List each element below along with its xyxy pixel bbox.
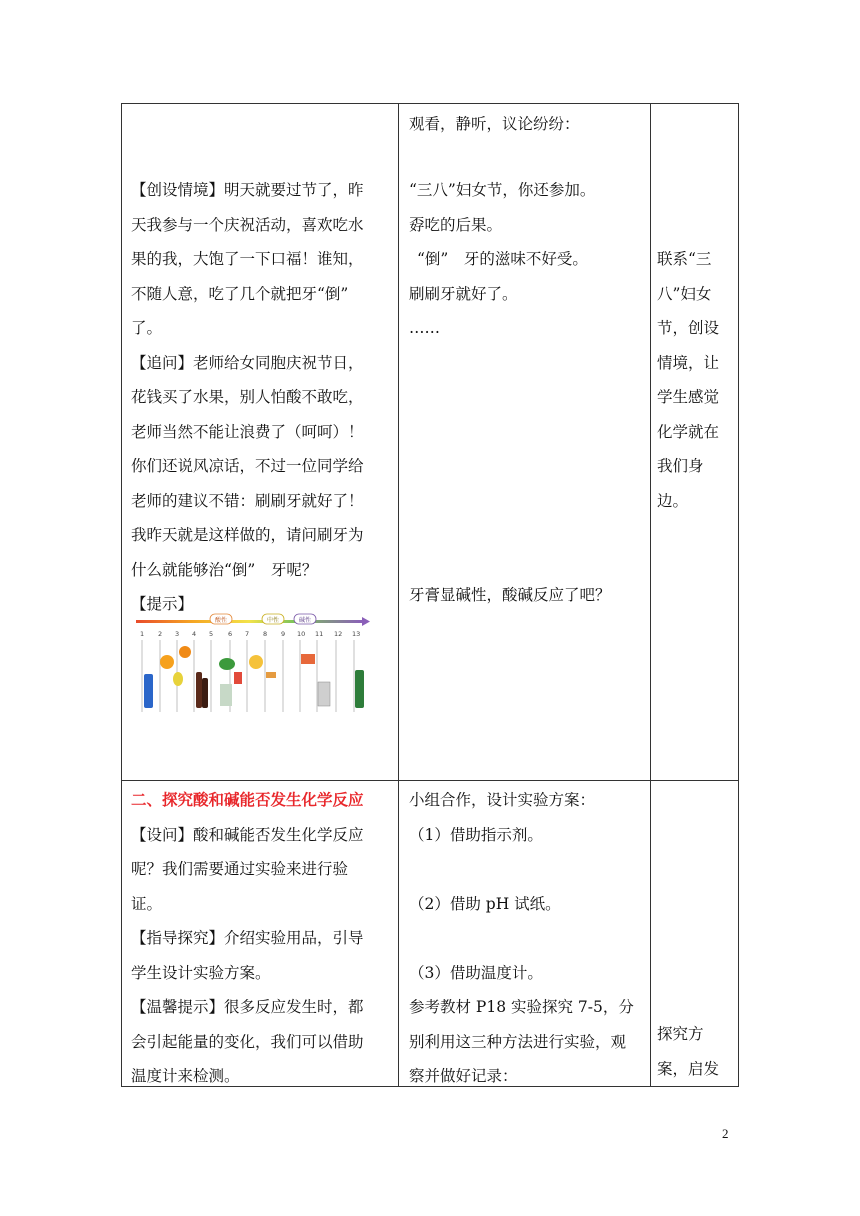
bread-picture [266,672,276,678]
section-heading: 二、探究酸和碱能否发生化学反应 [131,790,364,809]
text-line: 刷刷牙就好了。 [409,284,518,303]
row1-design-intent [657,242,737,518]
text-line: 不随人意，吃了几个就把牙“倒” [131,284,349,303]
text-line: 我们身 [657,457,704,475]
text-line: 牙膏显碱性，酸碱反应了吧？ [409,586,611,604]
text-line: 呢？我们需要通过实验来进行验 [131,860,349,878]
text-line: 花钱买了水果，别人怕酸不敢吃， [131,388,364,406]
row1-teacher-activity [131,173,393,622]
row2-design-intent [657,1017,737,1086]
ph-number: 4 [192,630,197,638]
text-line: 学生设计实验方案。 [131,963,271,982]
ph-numbers [140,630,360,638]
row1-student-responses [409,173,645,346]
row1-student-conclusion [409,578,645,613]
tip-tag: 【温馨提示】 [131,998,225,1016]
page-number: 2 [722,1126,729,1141]
ph-label-neutral-text: 中性 [266,617,280,624]
ph-number: 10 [297,630,306,638]
tomato-picture [234,672,242,684]
row1-student-activity [409,107,645,142]
text-line: 老师给女同胞庆祝节日， [193,353,364,372]
column-divider [398,104,399,1086]
scenario-tag: 【创设情境】 [131,181,225,199]
text-line: 孬吃的后果。 [409,215,503,234]
row-divider [122,780,738,781]
orange-picture [179,646,191,658]
ph-number: 9 [281,630,286,638]
text-line: 证。 [131,894,163,913]
ph-scale-figure [134,612,370,716]
text-line: 别利用这三种方法进行实验，观 [409,1032,627,1051]
bottle-picture [144,674,153,708]
text-line: 老师的建议不错：刷刷牙就好了！ [131,491,364,510]
text-line: 我昨天就是这样做的，请问刷牙为 [131,526,364,544]
blank-line [409,852,645,887]
ph-number: 6 [228,630,233,638]
text-line: “三八”妇女节，你还参加。 [409,181,596,199]
blank-line [409,921,645,956]
text-line: 老师当然不能让浪费了（呵呵）！ [131,422,364,441]
text-line: 学生感觉 [657,388,720,406]
ph-label-acid-text: 酸性 [214,617,228,624]
text-line: “倒” 牙的滋味不好受。 [417,250,588,268]
text-line: （1）借助指示剂。 [409,825,543,844]
text-line: 酸和碱能否发生化学反应 [193,825,364,844]
guide-tag: 【指导探究】 [131,929,225,947]
lesson-table [121,103,739,1087]
text-line: 参考教材 P18 实验探究 7-5，分 [409,998,634,1016]
text-line: 小组合作，设计实验方案： [409,791,596,809]
text-line: 探究方 [657,1025,704,1043]
cleaner-bottle-picture [355,670,364,708]
text-line: 察并做好记录： [409,1067,518,1085]
tip-paragraph [131,990,393,1025]
text-line: 会引起能量的变化，我们可以借助 [131,1032,364,1051]
text-line: 果的我，大饱了一下口福！谁知， [131,250,364,268]
ph-number: 2 [158,630,163,638]
guide-paragraph [131,921,393,956]
ph-number: 12 [334,630,343,638]
text-line: 天我参与一个庆祝活动，喜欢吃水 [131,215,364,234]
ph-arrow-head [362,617,370,626]
text-line: 化学就在 [657,422,720,441]
row2-teacher-activity [131,783,393,1094]
text-line: 案，启发 [657,1059,720,1078]
column-divider [650,104,651,1086]
text-line: 边。 [657,491,689,510]
egg-picture [249,655,263,669]
text-line: 联系“三 [657,250,712,268]
text-line: …… [409,319,440,337]
text-line: （2）借助 pH 试纸。 [409,894,561,913]
lemon-picture [173,672,183,686]
text-line: 了。 [131,319,163,337]
follow-up-paragraph [131,346,393,381]
scenario-paragraph [131,173,393,208]
text-line: 情境，让 [657,353,720,372]
text-line: 什么就能够治“倒” 牙呢？ [131,560,318,579]
ph-number: 13 [352,630,361,638]
text-line: 观看，静听，议论纷纷： [409,115,580,133]
ph-number: 7 [245,630,250,638]
text-line: 很多反应发生时，都 [224,998,364,1016]
text-line: 八”妇女 [657,284,712,303]
text-line: 你们还说风凉话，不过一位同学给 [131,457,364,475]
soy-bottle-picture [202,678,208,708]
ph-number: 8 [263,630,268,638]
hint-tag: 【提示】 [131,595,194,613]
orange-picture [160,655,174,669]
text-line: 节，创设 [657,319,720,337]
watermelon-picture [219,658,235,670]
question-paragraph [131,818,393,853]
text-line: 介绍实验用品，引导 [224,929,364,947]
ph-label-base-text: 碱性 [298,617,312,624]
text-line: 温度计来检测。 [131,1067,240,1085]
text-line: 明天就要过节了，昨 [224,181,364,199]
question-tag: 【设问】 [131,825,194,844]
plant-picture [220,684,232,706]
ph-number: 11 [315,630,324,638]
text-line: （3）借助温度计。 [409,963,543,982]
ph-gradient-bar [136,620,362,623]
ph-number: 5 [209,630,214,638]
beaker-picture [318,682,330,706]
follow-up-tag: 【追问】 [131,353,194,372]
row2-student-activity [409,783,645,1094]
ph-number: 3 [175,630,180,638]
vinegar-bottle-picture [196,672,202,708]
ph-number: 1 [140,630,145,638]
soap-picture [301,654,315,664]
